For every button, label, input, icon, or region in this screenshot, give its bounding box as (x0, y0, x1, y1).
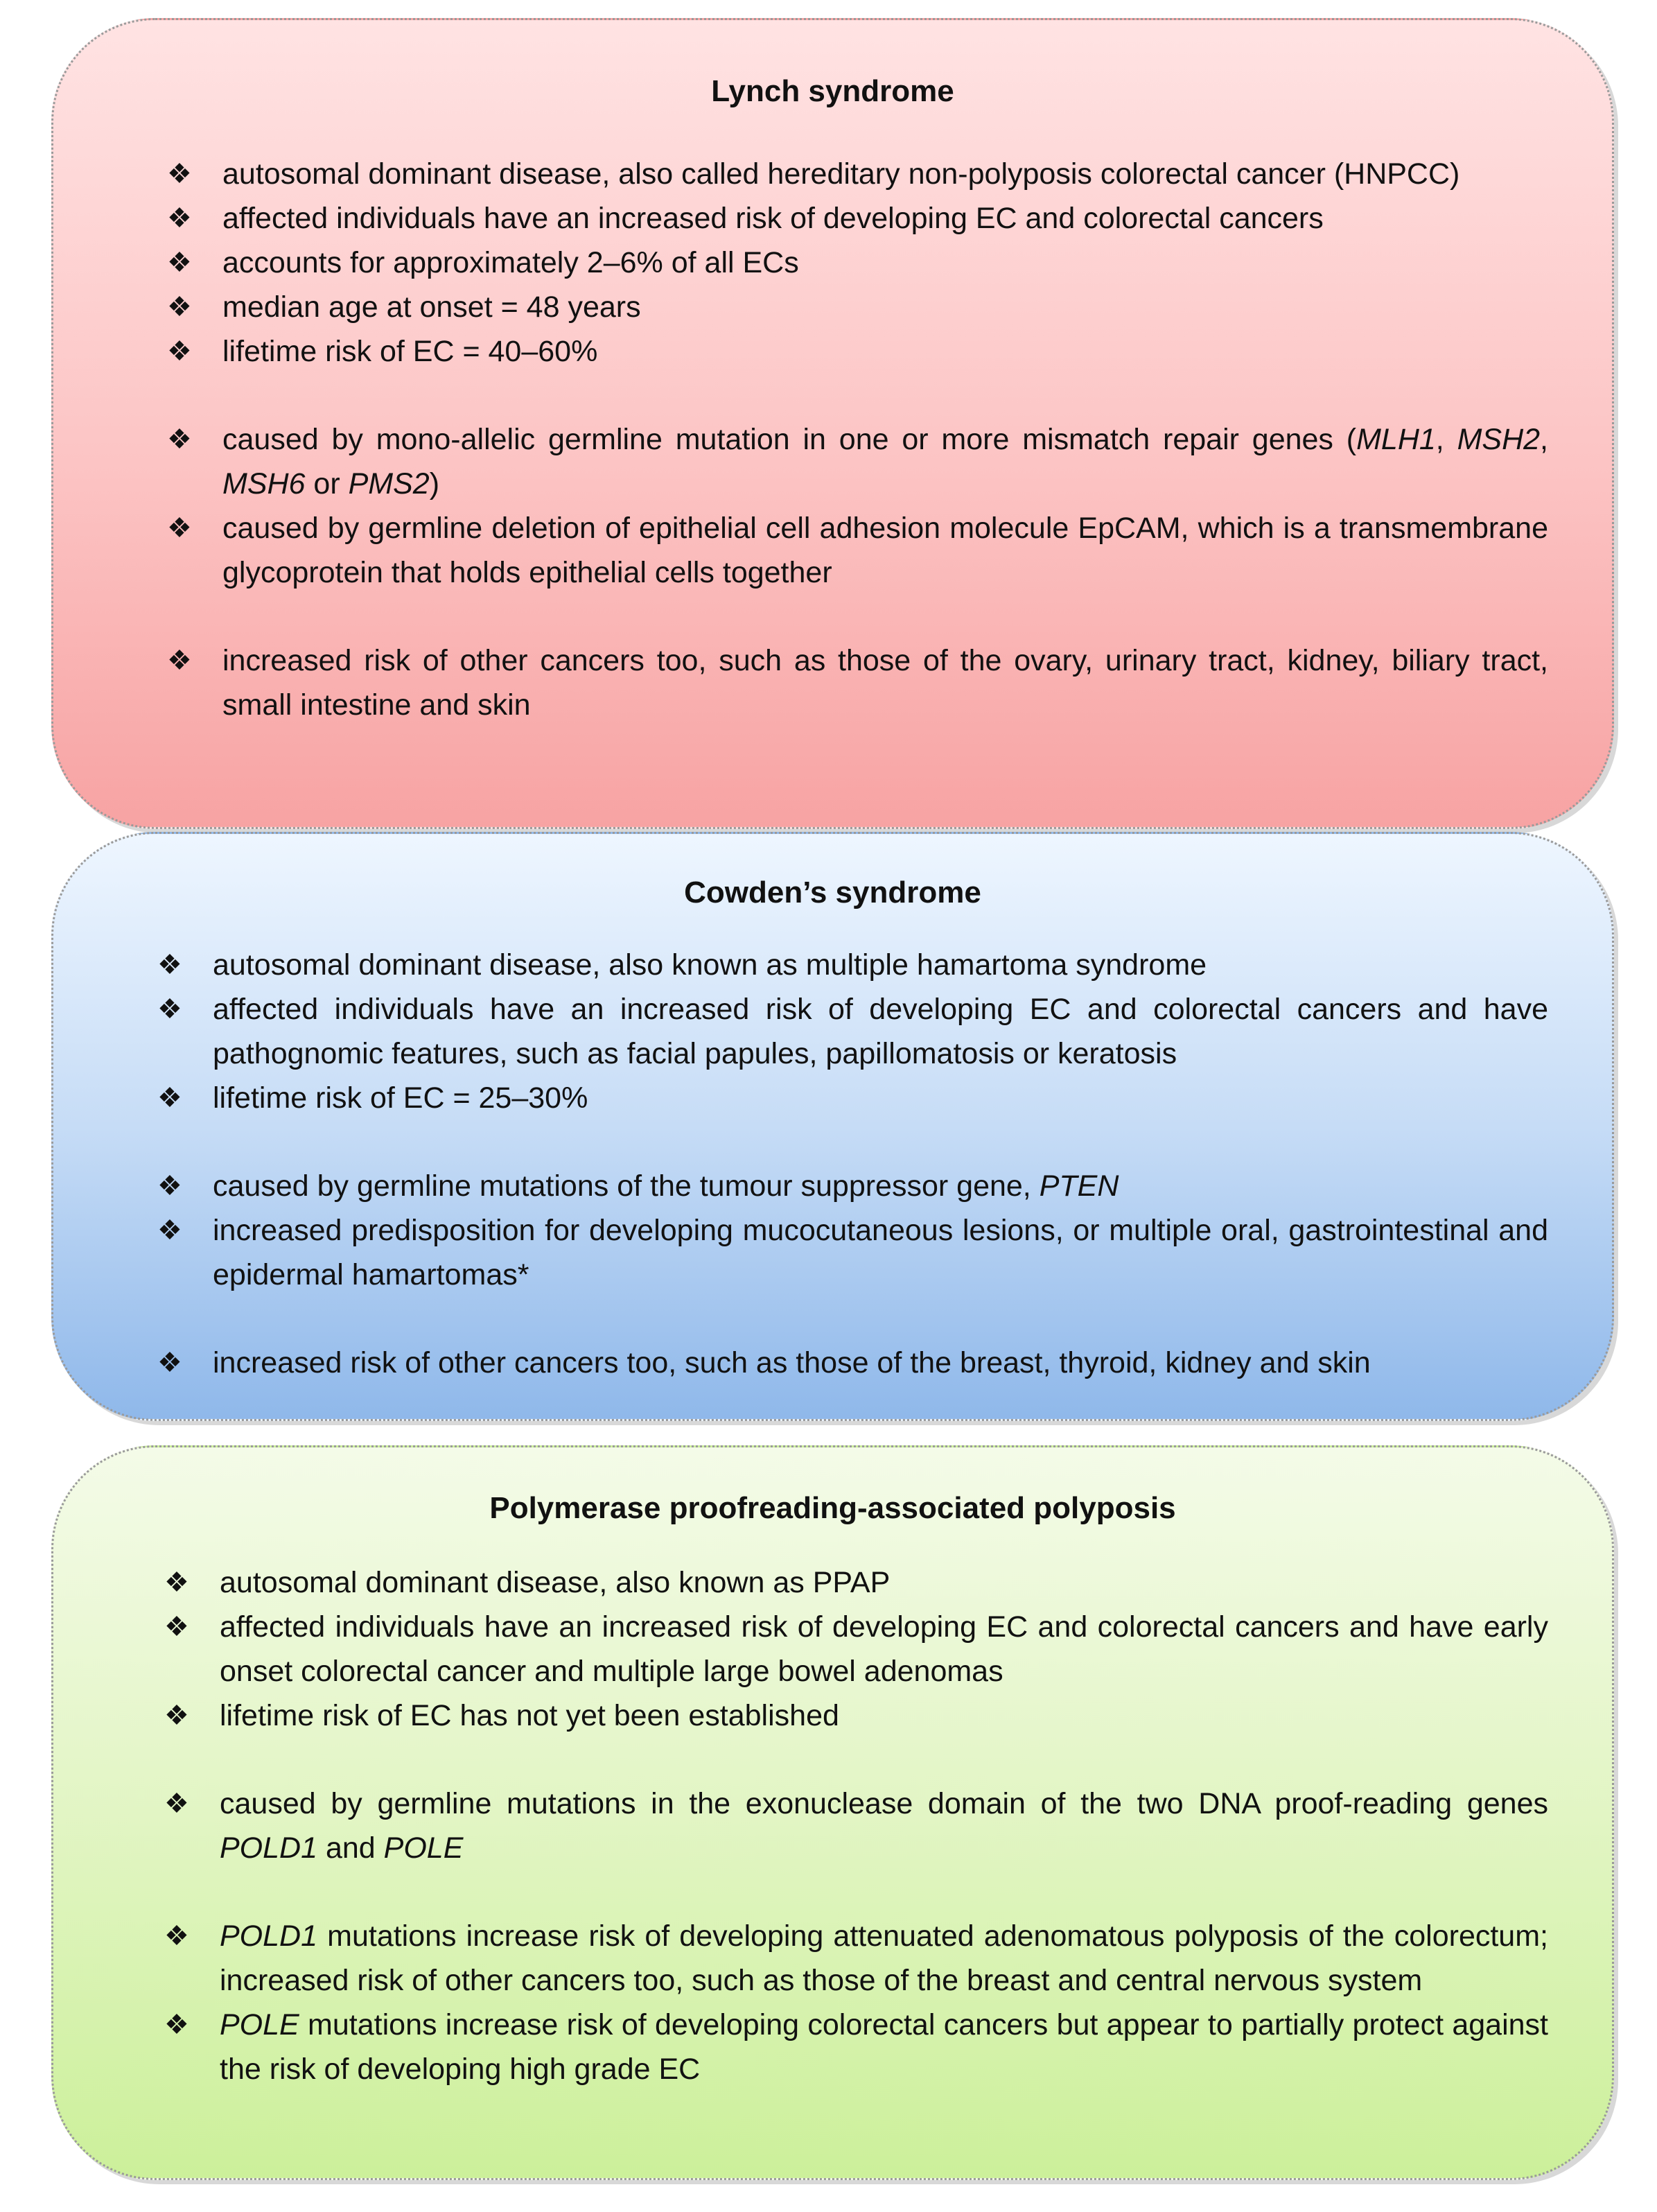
spacer (157, 1120, 1548, 1164)
bullet-diamond-icon: ❖ (164, 1700, 189, 1731)
bullet-diamond-icon: ❖ (157, 950, 182, 980)
bullet-diamond-icon: ❖ (167, 336, 192, 367)
bullet-diamond-icon: ❖ (157, 994, 182, 1025)
list-item: ❖ caused by mono-allelic germline mutation in one or more mismatch repair genes (MLH1, MSH2, MSH6 or PMS2) (167, 417, 1548, 506)
list-item: ❖ lifetime risk of EC = 40–60% (167, 329, 1548, 374)
list-item: ❖ median age at onset = 48 years (167, 285, 1548, 329)
bullet-list (164, 1560, 1548, 2091)
list-item: ❖ affected individuals have an increased risk of developing EC and colorectal cancers and have early onset colorectal cancer and multiple large bowel adenomas (164, 1605, 1548, 1693)
bullet-diamond-icon: ❖ (167, 247, 192, 278)
bullet-diamond-icon: ❖ (167, 159, 192, 189)
list-item: ❖ accounts for approximately 2–6% of all ECs (167, 241, 1548, 285)
spacer (167, 374, 1548, 417)
bullet-diamond-icon: ❖ (167, 292, 192, 322)
bullet-list (157, 943, 1548, 1385)
bullet-diamond-icon: ❖ (167, 203, 192, 234)
bullet-diamond-icon: ❖ (157, 1083, 182, 1113)
bullet-diamond-icon: ❖ (167, 424, 192, 455)
list-item: ❖ POLD1 mutations increase risk of developing attenuated adenomatous polyposis of the colorectum; increased risk of other cancers too, such as those of the breast and central nervous system (164, 1914, 1548, 2003)
bullet-diamond-icon: ❖ (164, 1612, 189, 1642)
list-item: ❖ increased predisposition for developing mucocutaneous lesions, or multiple oral, gastrointestinal and epidermal hamartomas* (157, 1208, 1548, 1297)
list-item: ❖ affected individuals have an increased risk of developing EC and colorectal cancers (167, 196, 1548, 241)
spacer (157, 1297, 1548, 1341)
bullet-diamond-icon: ❖ (157, 1348, 182, 1378)
list-item: ❖ affected individuals have an increased risk of developing EC and colorectal cancers and have pathognomic features, such as facial papules, papillomatosis or keratosis (157, 987, 1548, 1076)
list-item: ❖ lifetime risk of EC has not yet been established (164, 1693, 1548, 1738)
spacer (164, 1738, 1548, 1782)
list-item: ❖ autosomal dominant disease, also known as multiple hamartoma syndrome (157, 943, 1548, 987)
panel-title: Polymerase proofreading-associated polyposis (489, 1491, 1176, 1525)
bullet-diamond-icon: ❖ (157, 1171, 182, 1201)
bullet-diamond-icon: ❖ (164, 1567, 189, 1598)
list-item: ❖ POLE mutations increase risk of developing colorectal cancers but appear to partially protect against the risk of developing high grade EC (164, 2003, 1548, 2091)
bullet-diamond-icon: ❖ (167, 513, 192, 543)
panel-title: Cowden’s syndrome (684, 876, 981, 909)
list-item: ❖ caused by germline deletion of epithelial cell adhesion molecule EpCAM, which is a transmembrane glycoprotein that holds epithelial cells together (167, 506, 1548, 595)
bullet-diamond-icon: ❖ (164, 1788, 189, 1819)
list-item: ❖ autosomal dominant disease, also known as PPAP (164, 1560, 1548, 1605)
ppap-panel (51, 1445, 1614, 2180)
list-item: ❖ caused by germline mutations in the exonuclease domain of the two DNA proof-reading genes POLD1 and POLE (164, 1782, 1548, 1870)
list-item: ❖ lifetime risk of EC = 25–30% (157, 1076, 1548, 1120)
bullet-diamond-icon: ❖ (157, 1215, 182, 1246)
list-item: ❖ caused by germline mutations of the tumour suppressor gene, PTEN (157, 1164, 1548, 1208)
spacer (164, 1870, 1548, 1914)
list-item: ❖ increased risk of other cancers too, such as those of the ovary, urinary tract, kidney, biliary tract, small intestine and skin (167, 638, 1548, 727)
bullet-list (167, 152, 1548, 727)
bullet-diamond-icon: ❖ (164, 1921, 189, 1951)
bullet-diamond-icon: ❖ (164, 2010, 189, 2040)
lynch-syndrome-panel (51, 18, 1614, 829)
spacer (167, 595, 1548, 638)
bullet-diamond-icon: ❖ (167, 645, 192, 676)
list-item: ❖ increased risk of other cancers too, such as those of the breast, thyroid, kidney and skin (157, 1341, 1548, 1385)
cowden-syndrome-panel (51, 832, 1614, 1421)
list-item: ❖ autosomal dominant disease, also called hereditary non-polyposis colorectal cancer (HNPCC) (167, 152, 1548, 196)
panel-title: Lynch syndrome (711, 74, 954, 108)
